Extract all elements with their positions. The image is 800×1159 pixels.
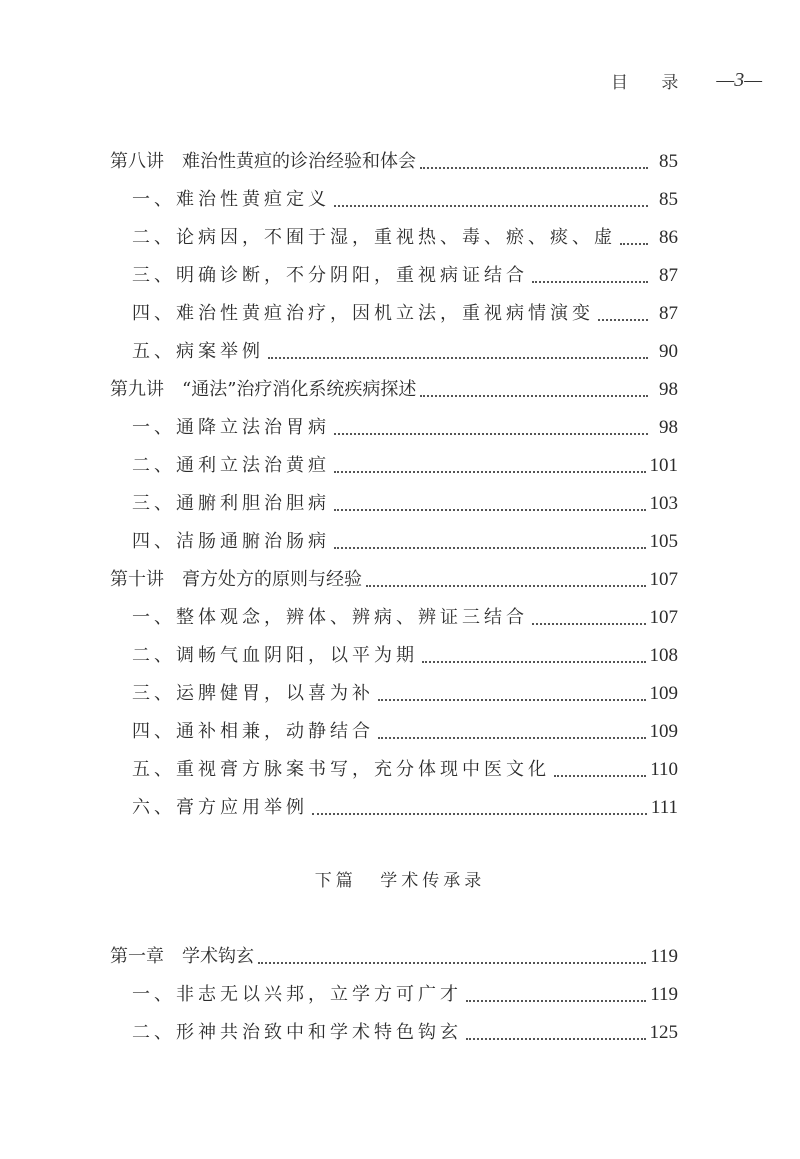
- toc-entry-title: 三、通腑利胆治胆病: [132, 493, 330, 514]
- toc-entry[interactable]: [110, 219, 678, 257]
- dot-leader: [420, 166, 648, 169]
- dot-leader: [378, 736, 646, 739]
- toc-entry[interactable]: [110, 295, 678, 333]
- toc-entry-title: 二、调畅气血阴阳，以平为期: [132, 645, 418, 666]
- page-number: —3—: [716, 69, 762, 91]
- toc-entry[interactable]: [110, 599, 678, 637]
- toc-entry-title: “通法”治疗消化系统疾病探述: [182, 379, 417, 400]
- dot-leader: [334, 470, 646, 473]
- toc-entry-title: 五、病案举例: [132, 341, 264, 362]
- toc-entry-title: 学术钩玄: [182, 946, 254, 967]
- toc-entry[interactable]: [110, 257, 678, 295]
- toc-entry-title: 一、非志无以兴邦，立学方可广才: [132, 984, 462, 1005]
- toc-entry-page: 108: [649, 645, 678, 666]
- part-number: 下篇: [314, 871, 357, 891]
- dot-leader: [268, 356, 648, 359]
- toc-entry[interactable]: [110, 181, 678, 219]
- part-heading: [0, 866, 800, 891]
- dot-leader: [532, 622, 646, 625]
- toc-entry-page: 111: [650, 797, 678, 818]
- running-head-section: 目 录: [611, 73, 693, 93]
- toc-entry-title: 三、明确诊断，不分阴阳，重视病证结合: [132, 265, 528, 286]
- toc-entry-page: 109: [649, 683, 678, 704]
- toc-entry-title: 六、膏方应用举例: [132, 797, 308, 818]
- toc-entry[interactable]: [110, 789, 678, 827]
- toc-entry[interactable]: [110, 409, 678, 447]
- dot-leader: [312, 812, 647, 815]
- toc-entry-page: 87: [659, 265, 678, 286]
- toc-entry[interactable]: [110, 485, 678, 523]
- toc-entry-prefix: 第一章: [110, 946, 164, 967]
- toc-entry-lecture-8[interactable]: [110, 143, 678, 181]
- toc-entry-title: 难治性黄疸的诊治经验和体会: [182, 151, 416, 172]
- dot-leader: [334, 432, 648, 435]
- toc-entry-prefix: 第八讲: [110, 151, 164, 172]
- dot-leader: [334, 508, 646, 511]
- toc-entry-label: [110, 561, 362, 599]
- toc-entry-title: 二、形神共治致中和学术特色钩玄: [132, 1022, 462, 1043]
- dot-leader: [420, 394, 648, 397]
- toc-entry-title: 三、运脾健胃，以喜为补: [132, 683, 374, 704]
- toc-entry-title: 五、重视膏方脉案书写，充分体现中医文化: [132, 759, 550, 780]
- toc-entry-page: 98: [659, 417, 678, 438]
- toc-entry-title: 一、整体观念，辨体、辨病、辨证三结合: [132, 607, 528, 628]
- part-name: 学术传承录: [380, 871, 486, 891]
- toc-entry-lecture-10[interactable]: [110, 561, 678, 599]
- dot-leader: [554, 774, 646, 777]
- dot-leader: [532, 280, 648, 283]
- running-head: [611, 68, 762, 93]
- toc-entry[interactable]: [110, 751, 678, 789]
- dot-leader: [366, 584, 646, 587]
- toc-entry-page: 119: [650, 984, 678, 1005]
- dot-leader: [334, 204, 648, 207]
- toc-entry-page: 107: [649, 569, 678, 590]
- toc-entry[interactable]: [110, 976, 678, 1014]
- toc-entry-title: 膏方处方的原则与经验: [182, 569, 362, 590]
- toc-entry-page: 101: [649, 455, 678, 476]
- toc-entry-prefix: 第十讲: [110, 569, 164, 590]
- toc-entry[interactable]: [110, 675, 678, 713]
- toc-entry-page: 85: [659, 151, 678, 172]
- toc-list-upper: [110, 143, 678, 827]
- toc-entry-chapter-1[interactable]: [110, 938, 678, 976]
- toc-entry-page: 125: [649, 1022, 678, 1043]
- toc-entry-label: [110, 371, 416, 409]
- toc-list-lower: [110, 938, 678, 1052]
- dot-leader: [466, 999, 646, 1002]
- toc-entry[interactable]: [110, 713, 678, 751]
- toc-entry-title: 四、洁肠通腑治肠病: [132, 531, 330, 552]
- toc-entry-title: 四、难治性黄疸治疗，因机立法，重视病情演变: [132, 303, 594, 324]
- toc-entry-page: 90: [659, 341, 678, 362]
- toc-entry-lecture-9[interactable]: [110, 371, 678, 409]
- dot-leader: [378, 698, 646, 701]
- toc-entry-title: 二、论病因，不囿于湿，重视热、毒、瘀、痰、虚: [132, 227, 616, 248]
- toc-entry-page: 98: [659, 379, 678, 400]
- toc-entry[interactable]: [110, 637, 678, 675]
- toc-entry-page: 87: [659, 303, 678, 324]
- toc-entry-page: 103: [649, 493, 678, 514]
- toc-entry-title: 一、通降立法治胃病: [132, 417, 330, 438]
- toc-entry-page: 107: [649, 607, 678, 628]
- toc-entry[interactable]: [110, 333, 678, 371]
- toc-entry[interactable]: [110, 523, 678, 561]
- toc-entry-page: 85: [659, 189, 678, 210]
- dot-leader: [422, 660, 646, 663]
- dot-leader: [466, 1037, 646, 1040]
- dot-leader: [620, 242, 648, 245]
- toc-entry-title: 一、难治性黄疸定义: [132, 189, 330, 210]
- toc-entry-page: 119: [650, 946, 678, 967]
- toc-entry-page: 110: [650, 759, 678, 780]
- toc-entry[interactable]: [110, 447, 678, 485]
- toc-entry-prefix: 第九讲: [110, 379, 164, 400]
- toc-entry[interactable]: [110, 1014, 678, 1052]
- toc-entry-title: 四、通补相兼，动静结合: [132, 721, 374, 742]
- toc-entry-title: 二、通利立法治黄疸: [132, 455, 330, 476]
- toc-entry-label: [110, 143, 416, 181]
- dot-leader: [598, 318, 648, 321]
- toc-entry-page: 105: [649, 531, 678, 552]
- toc-entry-label: [110, 938, 254, 976]
- dot-leader: [258, 961, 646, 964]
- dot-leader: [334, 546, 646, 549]
- toc-entry-page: 109: [649, 721, 678, 742]
- toc-entry-page: 86: [659, 227, 678, 248]
